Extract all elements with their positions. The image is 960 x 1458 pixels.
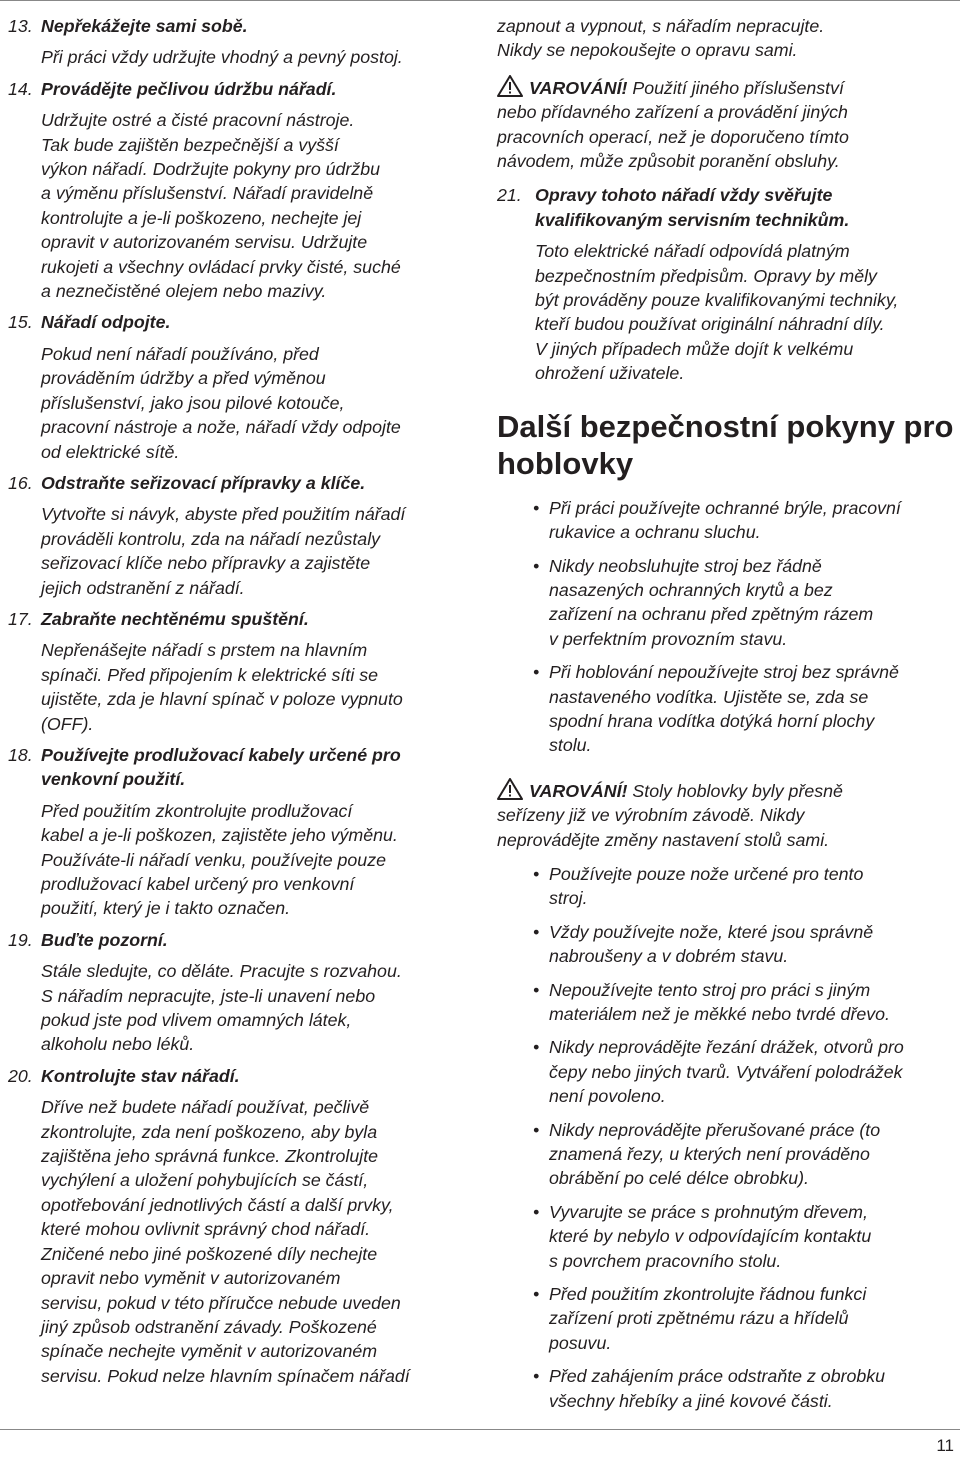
item-title: Používejte prodlužovací kabely určené pro venkovní použití. bbox=[41, 744, 401, 790]
item-body-line: zkontrolujte, zda není poškozeno, aby byla bbox=[41, 1121, 378, 1142]
item-body bbox=[41, 638, 476, 736]
numbered-item bbox=[497, 183, 955, 385]
bullet-marker: • bbox=[533, 1284, 540, 1305]
continued-text bbox=[497, 14, 955, 63]
item-body-line: pracovní nástroje a nože, nářadí vždy odpojte bbox=[41, 417, 401, 438]
bullet-item bbox=[497, 496, 955, 545]
bullet-line: Při hoblování nepoužívejte stroj bez správně bbox=[549, 662, 899, 683]
section-heading-line: hoblovky bbox=[497, 445, 634, 481]
bullet-marker: • bbox=[533, 555, 540, 576]
item-body-line: prováděli kontrolu, zda na nářadí nezůstaly bbox=[41, 528, 381, 549]
bullet-item bbox=[497, 1035, 955, 1108]
item-body-line: seřizovací klíče nebo přípravky a zajistěte bbox=[41, 553, 371, 574]
item-title: Zabraňte nechtěnému spuštění. bbox=[41, 608, 309, 629]
item-number: 17. bbox=[8, 608, 33, 629]
item-body-line: vychýlení a uložení pohybujících se částí, bbox=[41, 1170, 369, 1191]
bullet-item bbox=[497, 1200, 955, 1273]
item-body-line: Vytvořte si návyk, abyste před použitím nářadí bbox=[41, 504, 406, 525]
bullet-line: nabroušeny a v dobrém stavu. bbox=[549, 946, 789, 967]
bullet-marker: • bbox=[533, 1037, 540, 1058]
item-number: 20. bbox=[8, 1065, 33, 1086]
item-body-line: a neznečistěné olejem nebo mazivy. bbox=[41, 281, 327, 302]
item-body bbox=[41, 342, 476, 464]
bottom-rule bbox=[0, 1429, 960, 1430]
numbered-item bbox=[8, 607, 476, 736]
bullet-marker: • bbox=[533, 1366, 540, 1387]
numbered-item bbox=[8, 310, 476, 463]
bullet-line: v perfektním provozním stavu. bbox=[549, 628, 788, 649]
item-title: Odstraňte seřizovací přípravky a klíče. bbox=[41, 472, 366, 493]
item-body bbox=[535, 239, 955, 385]
bullet-line: Vždy používejte nože, které jsou správně bbox=[549, 921, 874, 942]
item-title: Provádějte pečlivou údržbu nářadí. bbox=[41, 78, 337, 99]
item-body-line: Zničené nebo jiné poškozené díly nechejte bbox=[41, 1243, 378, 1264]
item-title: Nepřekážejte sami sobě. bbox=[41, 16, 248, 36]
item-body-line: Stále sledujte, co děláte. Pracujte s rozvahou. bbox=[41, 961, 402, 982]
item-body-line: prodlužovací kabel určený pro venkovní bbox=[41, 874, 355, 894]
item-body-line: V jiných případech může dojít k velkému bbox=[535, 338, 854, 359]
bullet-line: Před zahájením práce odstraňte z obrobku bbox=[549, 1366, 886, 1387]
bullet-line: zařízení proti zpětnému rázu a hřídelů bbox=[549, 1308, 849, 1329]
item-number: 15. bbox=[8, 312, 33, 333]
bullet-line: nasazených ochranných krytů a bez bbox=[549, 579, 833, 600]
item-body-line: které mohou ovlivnit správný chod nářadí. bbox=[41, 1219, 371, 1240]
bullet-line: není povoleno. bbox=[549, 1086, 666, 1107]
item-body-line: ohrožení uživatele. bbox=[535, 363, 685, 384]
warning-block bbox=[497, 75, 955, 174]
item-body-line: spínače nechejte vyměnit v autorizovaném bbox=[41, 1341, 378, 1362]
item-number: 16. bbox=[8, 472, 33, 493]
bullet-marker: • bbox=[533, 863, 540, 884]
bullet-item bbox=[497, 1364, 955, 1413]
bullet-item bbox=[497, 660, 955, 758]
bullet-marker: • bbox=[533, 921, 540, 942]
item-title: Nářadí odpojte. bbox=[41, 312, 171, 333]
bullet-line: Nepoužívejte tento stroj pro práci s jiným bbox=[549, 979, 871, 1000]
warning-line bbox=[497, 778, 955, 803]
item-body-line: Dříve než budete nářadí používat, pečlivě bbox=[41, 1097, 370, 1118]
item-body-line: pokud jste pod vlivem omamných látek, bbox=[41, 1010, 352, 1031]
warning-icon bbox=[497, 75, 523, 97]
bullet-line: Při práci používejte ochranné brýle, pracovní bbox=[549, 497, 901, 518]
bullet-line: obrábění po celé délce obrobku). bbox=[549, 1168, 809, 1189]
item-body-line: servisu. Pokud nelze hlavním spínačem nářadí bbox=[41, 1365, 410, 1386]
bullet-line: Nikdy neprovádějte řezání drážek, otvorů pro bbox=[549, 1037, 904, 1058]
item-body-line: alkoholu nebo léků. bbox=[41, 1034, 195, 1055]
item-body-line: a výměnu příslušenství. Nářadí pravidelně bbox=[41, 183, 374, 204]
item-body-line: Tak bude zajištěn bezpečnější a vyšší bbox=[41, 134, 339, 155]
warning-label: VAROVÁNÍ! bbox=[529, 77, 628, 98]
bullet-line: nastaveného vodítka. Ujistěte se, zda se bbox=[549, 686, 869, 707]
bullet-line: Používejte pouze nože určené pro tento bbox=[549, 863, 864, 884]
bullet-list bbox=[497, 862, 955, 1413]
item-body-line: S nářadím nepracujte, jste-li unavení nebo bbox=[41, 985, 376, 1006]
item-body-line: (OFF). bbox=[41, 713, 94, 734]
item-body-line: Udržujte ostré a čisté pracovní nástroje. bbox=[41, 110, 355, 131]
bullet-line: Před použitím zkontrolujte řádnou funkci bbox=[549, 1284, 867, 1305]
bullet-line: Nikdy neprovádějte přerušované práce (to bbox=[549, 1119, 881, 1140]
warning-line: seřízeny již ve výrobním závodě. Nikdy bbox=[497, 805, 805, 826]
bullet-item bbox=[497, 1118, 955, 1191]
item-body-line: ujistěte, zda je hlavní spínač v poloze vypnuto bbox=[41, 689, 403, 710]
item-number: 18. bbox=[8, 744, 33, 765]
item-body-line: opotřebování jednotlivých částí a další prvky, bbox=[41, 1194, 394, 1215]
item-body-line: opravit nebo vyměnit v autorizovaném bbox=[41, 1268, 341, 1289]
item-body-line: od elektrické sítě. bbox=[41, 441, 180, 462]
item-body-line: Používáte-li nářadí venku, používejte pouze bbox=[41, 849, 386, 870]
left-column bbox=[8, 14, 476, 1395]
item-number: 21. bbox=[497, 185, 522, 206]
item-body-line: opravit v autorizovaném servisu. Udržujte bbox=[41, 232, 368, 253]
page-number: 11 bbox=[936, 1436, 954, 1455]
top-rule bbox=[0, 0, 960, 1]
bullet-marker: • bbox=[533, 497, 540, 518]
continued-text-line: Nikdy se nepokoušejte o opravu sami. bbox=[497, 40, 798, 61]
section-heading bbox=[497, 408, 955, 482]
item-number: 19. bbox=[8, 929, 33, 950]
right-column bbox=[497, 14, 955, 1422]
continued-text-line: zapnout a vypnout, s nářadím nepracujte. bbox=[497, 16, 825, 36]
item-body-line: servisu, pokud v této příručce nebude uveden bbox=[41, 1292, 401, 1313]
item-body-line: Toto elektrické nářadí odpovídá platným bbox=[535, 241, 850, 262]
bullet-line: stolu. bbox=[549, 735, 592, 756]
bullet-item bbox=[497, 978, 955, 1027]
bullet-line: zařízení na ochranu před zpětným rázem bbox=[549, 604, 874, 625]
item-body bbox=[41, 502, 476, 600]
item-body-line: Před použitím zkontrolujte prodlužovací bbox=[41, 800, 353, 821]
bullet-line: Nikdy neobsluhujte stroj bez řádně bbox=[549, 555, 822, 576]
bullet-line: všechny hřebíky a jiné kovové části. bbox=[549, 1390, 833, 1411]
item-body-line: spínači. Před připojením k elektrické síti se bbox=[41, 664, 378, 685]
bullet-item bbox=[497, 1282, 955, 1355]
item-body-line: použití, který je i takto označen. bbox=[41, 898, 291, 919]
bullet-line: s povrchem pracovního stolu. bbox=[549, 1250, 782, 1271]
item-body bbox=[41, 959, 476, 1057]
warning-line: pracovních operací, než je doporučeno tímto bbox=[497, 126, 849, 147]
item-body-line: zajištěna jeho správná funkce. Zkontrolujte bbox=[41, 1146, 379, 1167]
numbered-item bbox=[8, 743, 476, 921]
bullet-marker: • bbox=[533, 662, 540, 683]
item-title: Buďte pozorní. bbox=[41, 929, 168, 950]
item-body-line: kteří budou používat originální náhradní díly. bbox=[535, 314, 885, 335]
item-number: 13. bbox=[8, 16, 33, 36]
bullet-line: spodní hrana vodítka dotýká horní plochy bbox=[549, 710, 875, 731]
item-body-line: příslušenství, jako jsou pilové kotouče, bbox=[41, 392, 345, 413]
item-body-line: být prováděny pouze kvalifikovanými techniky, bbox=[535, 290, 899, 311]
bullet-marker: • bbox=[533, 979, 540, 1000]
item-body-line: jejich odstranění z nářadí. bbox=[41, 577, 245, 598]
item-body-line: výkon nářadí. Dodržujte pokyny pro údržbu bbox=[41, 159, 381, 180]
item-body-line: Při práci vždy udržujte vhodný a pevný postoj. bbox=[41, 47, 403, 68]
bullet-line: které by nebylo v odpovídajícím kontaktu bbox=[549, 1226, 872, 1247]
item-body-line: kontrolujte a je-li poškozeno, nechejte jej bbox=[41, 207, 362, 228]
bullet-line: rukavice a ochranu sluchu. bbox=[549, 522, 761, 543]
numbered-item bbox=[8, 1064, 476, 1388]
warning-text: Použití jiného příslušenství bbox=[627, 77, 844, 98]
bullet-item bbox=[497, 920, 955, 969]
item-title: Opravy tohoto nářadí vždy svěřujte kvalifikovaným servisním technikům. bbox=[535, 185, 850, 230]
item-body bbox=[41, 1095, 476, 1388]
item-number: 14. bbox=[8, 78, 33, 99]
warning-label: VAROVÁNÍ! bbox=[529, 780, 628, 801]
bullet-item bbox=[497, 862, 955, 911]
warning-line bbox=[497, 75, 955, 100]
bullet-line: Vyvarujte se práce s prohnutým dřevem, bbox=[549, 1201, 868, 1222]
item-body-line: jiný způsob odstranění závady. Poškozené bbox=[41, 1316, 377, 1337]
item-body-line: Nepřenášejte nářadí s prstem na hlavním bbox=[41, 640, 368, 661]
bullet-item bbox=[497, 554, 955, 652]
warning-icon bbox=[497, 778, 523, 800]
numbered-item bbox=[8, 77, 476, 304]
item-body-line: prováděním údržby a před výměnou bbox=[41, 368, 326, 389]
bullet-line: znamená řezy, u kterých není prováděno bbox=[549, 1144, 870, 1165]
item-body bbox=[41, 799, 476, 921]
section-heading-line: Další bezpečnostní pokyny pro bbox=[497, 408, 954, 444]
item-body-line: Pokud není nářadí používáno, před bbox=[41, 343, 319, 364]
warning-block bbox=[497, 778, 955, 852]
item-title: Kontrolujte stav nářadí. bbox=[41, 1065, 240, 1086]
item-body bbox=[41, 108, 476, 303]
bullet-line: materiálem než je měkké nebo tvrdé dřevo. bbox=[549, 1004, 890, 1024]
numbered-item bbox=[8, 14, 476, 70]
bullet-marker: • bbox=[533, 1119, 540, 1140]
bullet-line: čepy nebo jiných tvarů. Vytváření polodrážek bbox=[549, 1061, 903, 1082]
bullet-marker: • bbox=[533, 1201, 540, 1222]
item-body-line: bezpečnostním předpisům. Opravy by měly bbox=[535, 265, 877, 286]
numbered-item bbox=[8, 471, 476, 600]
warning-text: Stoly hoblovky byly přesně bbox=[627, 780, 843, 801]
item-body-line: kabel a je-li poškozen, zajistěte jeho výměnu. bbox=[41, 825, 398, 846]
bullet-line: stroj. bbox=[549, 888, 588, 909]
bullet-list bbox=[497, 496, 955, 758]
item-body-line: rukojeti a všechny ovládací prvky čisté, suché bbox=[41, 256, 401, 277]
warning-line: nebo přídavného zařízení a provádění jiných bbox=[497, 102, 848, 123]
warning-line: neprovádějte změny nastavení stolů sami. bbox=[497, 829, 830, 850]
item-body bbox=[41, 45, 476, 69]
warning-line: návodem, může způsobit poranění obsluhy. bbox=[497, 151, 840, 172]
numbered-item bbox=[8, 928, 476, 1057]
bullet-line: posuvu. bbox=[549, 1332, 612, 1353]
